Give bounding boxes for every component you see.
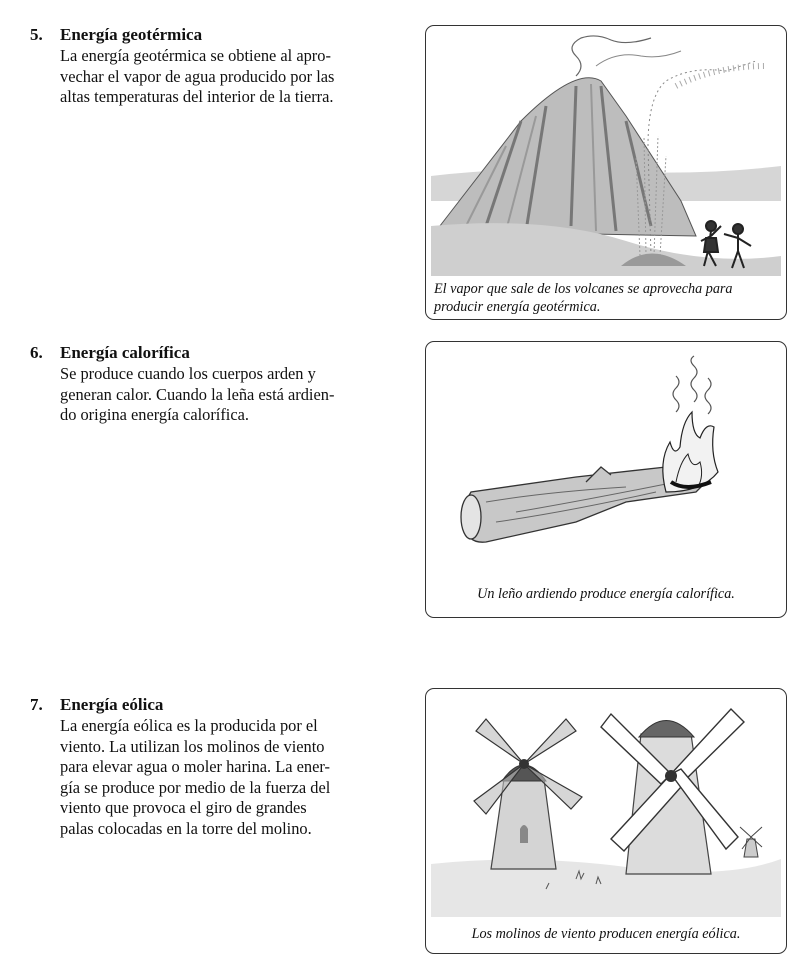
section-text — [30, 694, 395, 839]
burning-log-illustration — [426, 342, 786, 577]
body-line: gía se produce por medio de la fuerza del — [60, 777, 331, 797]
figure-caption — [426, 925, 786, 943]
windmills-illustration — [426, 689, 786, 917]
body-line: vechar el vapor de agua producido por las — [60, 66, 335, 86]
section-title: Energía geotérmica — [60, 25, 203, 44]
section-text — [30, 342, 395, 426]
caption-line: Un leño ardiendo produce energía calorífica. — [477, 586, 735, 602]
body-line: altas temperaturas del interior de la tierra. — [60, 87, 334, 106]
caption-line: Los molinos de viento producen energía eólica. — [471, 926, 741, 942]
section-body — [60, 716, 395, 839]
body-line: La energía eólica es la producida por el — [60, 716, 318, 735]
figure-caption — [426, 280, 786, 316]
body-line: viento que provoca el giro de grandes — [60, 798, 307, 817]
figure-caption — [426, 585, 786, 603]
section-number: 6. — [30, 343, 43, 362]
body-line: palas colocadas en la torre del molino. — [60, 818, 312, 838]
caption-line: El vapor que sale de los volcanes se aprovecha para — [434, 281, 733, 297]
section-title: Energía calorífica — [60, 343, 190, 362]
caption-line: producir energía geotérmica. — [434, 299, 601, 315]
section-number: 5. — [30, 25, 43, 44]
section-heading — [30, 342, 395, 364]
section-number: 7. — [30, 695, 43, 714]
body-line: viento. La utilizan los molinos de viento — [60, 736, 325, 756]
body-line: para elevar agua o moler harina. La ener- — [60, 757, 330, 776]
section-heading — [30, 694, 395, 716]
section-body — [60, 46, 395, 108]
section-title: Energía eólica — [60, 695, 164, 714]
section-heading — [30, 24, 395, 46]
body-line: Se produce cuando los cuerpos arden y — [60, 364, 316, 383]
section-body — [60, 364, 395, 426]
body-line: do origina energía calorífica. — [60, 405, 250, 424]
figure-windmills — [425, 688, 787, 954]
figure-volcano — [425, 25, 787, 320]
volcano-illustration — [426, 26, 786, 276]
figure-log — [425, 341, 787, 618]
body-line: generan calor. Cuando la leña está ardien- — [60, 384, 335, 404]
body-line: La energía geotérmica se obtiene al apro- — [60, 46, 331, 65]
section-text — [30, 24, 395, 108]
